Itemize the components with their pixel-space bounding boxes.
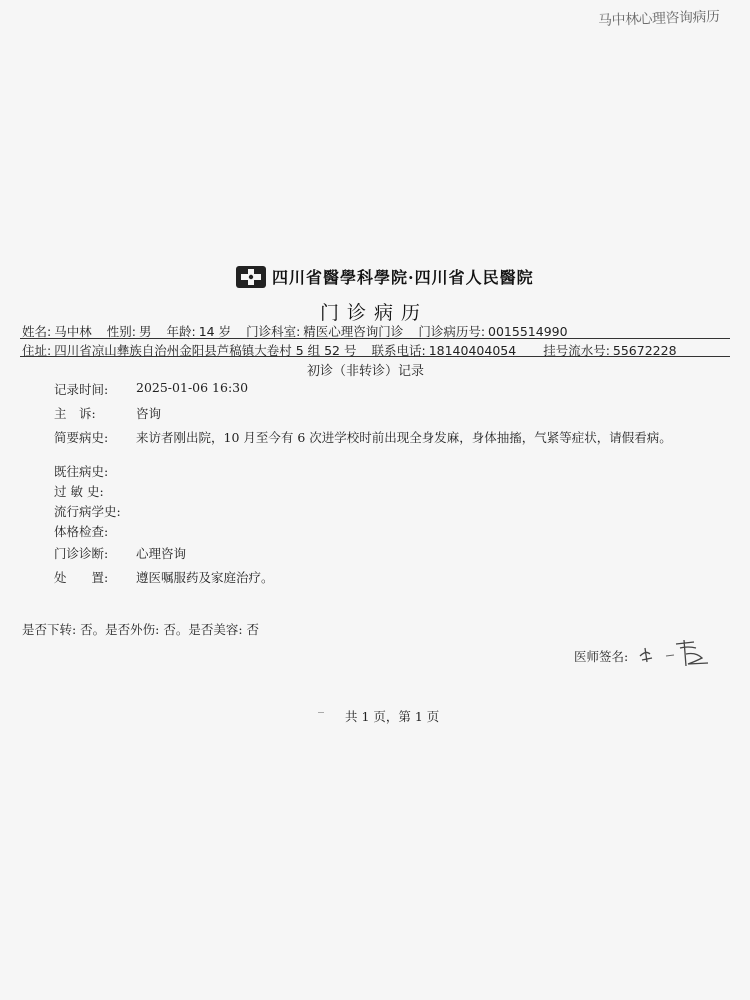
treatment-label: 处 置: xyxy=(54,570,109,585)
diagnosis-value: 心理咨询 xyxy=(136,546,187,561)
dept-label: 门诊科室: xyxy=(246,324,301,339)
address-label: 住址: xyxy=(22,343,52,358)
record-no-value: 0015514990 xyxy=(488,324,568,339)
record-time-value: 2025-01-06 16:30 xyxy=(136,380,249,395)
patient-name: 马中林 xyxy=(54,324,92,339)
name-label: 姓名: xyxy=(22,324,52,339)
transfer-status-line: 是否下转: 否。是否外伤: 否。是否美容: 否 xyxy=(22,622,260,637)
divider-line xyxy=(20,338,730,339)
page-footer: 共 1 页，第 1 页 xyxy=(345,709,440,724)
record-time-label: 记录时间: xyxy=(54,382,109,397)
history-label: 简要病史: xyxy=(54,430,109,445)
decorative-dash xyxy=(318,712,324,713)
allergy-label: 过 敏 史: xyxy=(54,484,104,499)
page-title: 门诊病历 xyxy=(320,302,429,324)
reg-no-value: 55672228 xyxy=(612,343,677,358)
signature-label: 医师签名: xyxy=(574,649,629,664)
phone-label: 联系电话: xyxy=(371,343,426,358)
diagnosis-label: 门诊诊断: xyxy=(54,546,109,561)
patient-sex: 男 xyxy=(138,324,152,339)
complaint-label: 主 诉: xyxy=(54,406,96,421)
patient-age: 14 岁 xyxy=(198,324,232,339)
reg-no-label: 挂号流水号: xyxy=(543,343,610,358)
age-label: 年龄: xyxy=(166,324,196,339)
record-no-label: 门诊病历号: xyxy=(418,324,486,339)
handwritten-note: 马中林心理咨询病历 xyxy=(597,8,720,30)
address-value: 四川省凉山彝族自治州金阳县芦稿镇大卷村 5 组 52 号 xyxy=(54,343,357,358)
hospital-name: 四川省醫學科學院·四川省人民醫院 xyxy=(272,268,534,287)
divider-line xyxy=(20,356,730,357)
phone-value: 18140404054 xyxy=(428,343,517,358)
treatment-value: 遵医嘱服药及家庭治疗。 xyxy=(136,570,274,585)
complaint-value: 咨询 xyxy=(136,406,162,421)
doctor-signature xyxy=(636,636,716,670)
hospital-cross-logo xyxy=(236,266,266,288)
epidemic-label: 流行病学史: xyxy=(54,504,121,519)
history-value: 来访者刚出院，10 月至今有 6 次进学校时前出现全身发麻，身体抽搐，气紧等症状，请假看病。 xyxy=(136,430,672,445)
sex-label: 性别: xyxy=(106,324,136,339)
exam-label: 体格检查: xyxy=(54,524,109,539)
past-history-label: 既往病史: xyxy=(54,464,109,479)
dept-value: 精医心理咨询门诊 xyxy=(303,324,404,339)
hospital-header xyxy=(236,265,534,288)
record-title: 初诊（非转诊）记录 xyxy=(307,364,425,379)
